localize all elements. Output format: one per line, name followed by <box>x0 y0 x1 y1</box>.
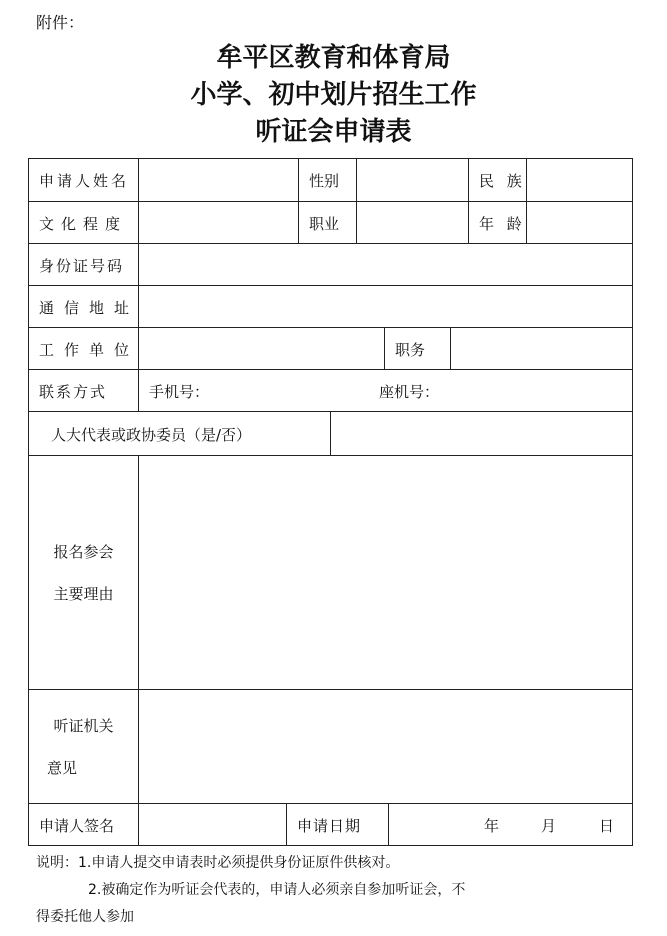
signature-label: 申请人签名 <box>29 804 139 846</box>
ethnicity-field[interactable] <box>527 159 632 201</box>
row-reason <box>29 455 632 690</box>
title-line-3: 听证会申请表 <box>255 117 412 147</box>
note-line-1: 说明：1.申请人提交申请表时必须提供身份证原件供核对。 <box>36 855 400 871</box>
row-id <box>29 243 632 286</box>
row-npc-member <box>29 411 632 456</box>
age-field[interactable] <box>527 202 632 244</box>
row-address <box>29 285 632 328</box>
row-opinion <box>29 689 632 804</box>
position-field[interactable] <box>451 328 632 370</box>
education-label: 文化程度 <box>29 202 139 244</box>
name-label: 申请人姓名 <box>29 159 139 201</box>
opinion-field[interactable] <box>139 690 632 804</box>
date-month-label: 月 <box>541 816 557 835</box>
notes <box>36 850 465 931</box>
position-label: 职务 <box>385 328 451 370</box>
age-label: 年 龄 <box>469 202 527 244</box>
row-workplace <box>29 327 632 370</box>
id-label: 身份证号码 <box>29 244 139 286</box>
name-field[interactable] <box>139 159 299 201</box>
npc-label: 人大代表或政协委员（是/否） <box>29 412 331 456</box>
id-field[interactable] <box>139 244 632 286</box>
address-label: 通信地址 <box>29 286 139 328</box>
row-signature <box>29 803 632 846</box>
note-line-2: 2.被确定作为听证会代表的，申请人必须亲自参加听证会，不 <box>88 882 466 898</box>
contact-label: 联系方式 <box>29 370 139 412</box>
title-line-1: 牟平区教育和体育局 <box>216 43 451 73</box>
gender-label: 性别 <box>299 159 357 201</box>
address-field[interactable] <box>139 286 632 328</box>
opinion-label-line-2: 意见 <box>47 759 78 777</box>
opinion-label <box>29 690 139 804</box>
date-field[interactable] <box>389 804 632 846</box>
workplace-label: 工作单位 <box>29 328 139 370</box>
signature-field[interactable] <box>139 804 287 846</box>
ethnicity-label: 民 族 <box>469 159 527 201</box>
education-field[interactable] <box>139 202 299 244</box>
date-day-label: 日 <box>599 816 615 835</box>
title-line-2: 小学、初中划片招生工作 <box>190 80 477 110</box>
occupation-label: 职业 <box>299 202 357 244</box>
workplace-field[interactable] <box>139 328 385 370</box>
opinion-label-line-1: 听证机关 <box>53 717 114 735</box>
attachment-label: 附件： <box>36 13 85 32</box>
mobile-label[interactable]: 手机号： <box>149 382 210 401</box>
reason-label <box>29 456 139 690</box>
landline-label[interactable]: 座机号： <box>379 382 440 401</box>
row-contact <box>29 369 632 412</box>
reason-field[interactable] <box>139 456 632 690</box>
npc-field[interactable] <box>331 412 632 456</box>
row-name <box>29 159 632 201</box>
gender-field[interactable] <box>357 159 469 201</box>
date-year-label: 年 <box>484 816 500 835</box>
application-form-table <box>28 158 633 846</box>
reason-label-line-2: 主要理由 <box>53 585 114 603</box>
date-label: 申请日期 <box>287 804 389 846</box>
note-line-3: 得委托他人参加 <box>36 909 134 925</box>
reason-label-line-1: 报名参会 <box>53 543 114 561</box>
row-education <box>29 201 632 244</box>
occupation-field[interactable] <box>357 202 469 244</box>
